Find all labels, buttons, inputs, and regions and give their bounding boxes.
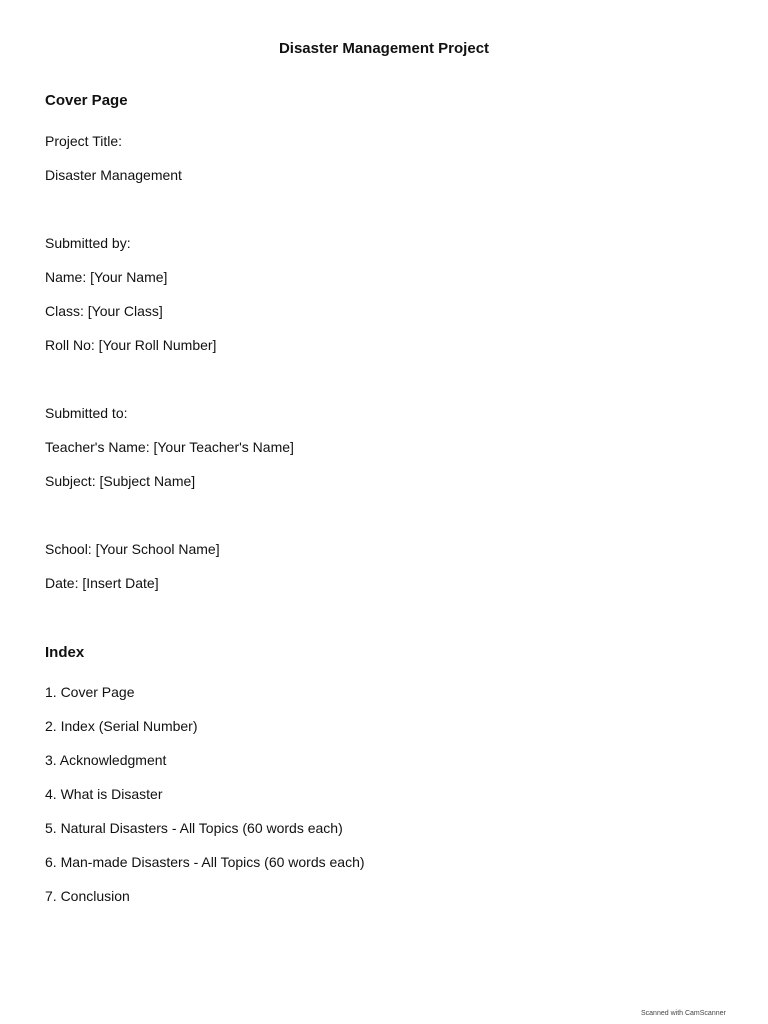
submitted-to-label: Submitted to: <box>45 405 128 421</box>
project-title-label: Project Title: <box>45 133 123 149</box>
index-item-index: 2. Index (Serial Number) <box>45 718 198 734</box>
teacher-name-line: Teacher's Name: [Your Teacher's Name] <box>45 439 294 455</box>
index-item-cover-page: 1. Cover Page <box>45 684 135 700</box>
index-item-what-is-disaster: 4. What is Disaster <box>45 786 163 802</box>
date-line: Date: [Insert Date] <box>45 575 159 591</box>
subject-line: Subject: [Subject Name] <box>45 473 196 489</box>
class-line: Class: [Your Class] <box>45 303 163 319</box>
page-title: Disaster Management Project <box>278 40 490 57</box>
name-line: Name: [Your Name] <box>45 269 168 285</box>
school-line: School: [Your School Name] <box>45 541 220 557</box>
scanner-stamp: Scanned with CamScanner <box>641 1010 726 1017</box>
cover-page-heading: Cover Page <box>45 92 128 109</box>
index-heading: Index <box>45 644 85 661</box>
index-item-acknowledgment: 3. Acknowledgment <box>45 752 167 768</box>
roll-number-line: Roll No: [Your Roll Number] <box>45 337 217 353</box>
index-item-conclusion: 7. Conclusion <box>45 888 130 904</box>
submitted-by-label: Submitted by: <box>45 235 131 251</box>
index-item-man-made-disasters: 6. Man-made Disasters - All Topics (60 words each) <box>45 854 365 870</box>
project-title-value: Disaster Management <box>45 167 182 183</box>
index-item-natural-disasters: 5. Natural Disasters - All Topics (60 words each) <box>45 820 343 836</box>
